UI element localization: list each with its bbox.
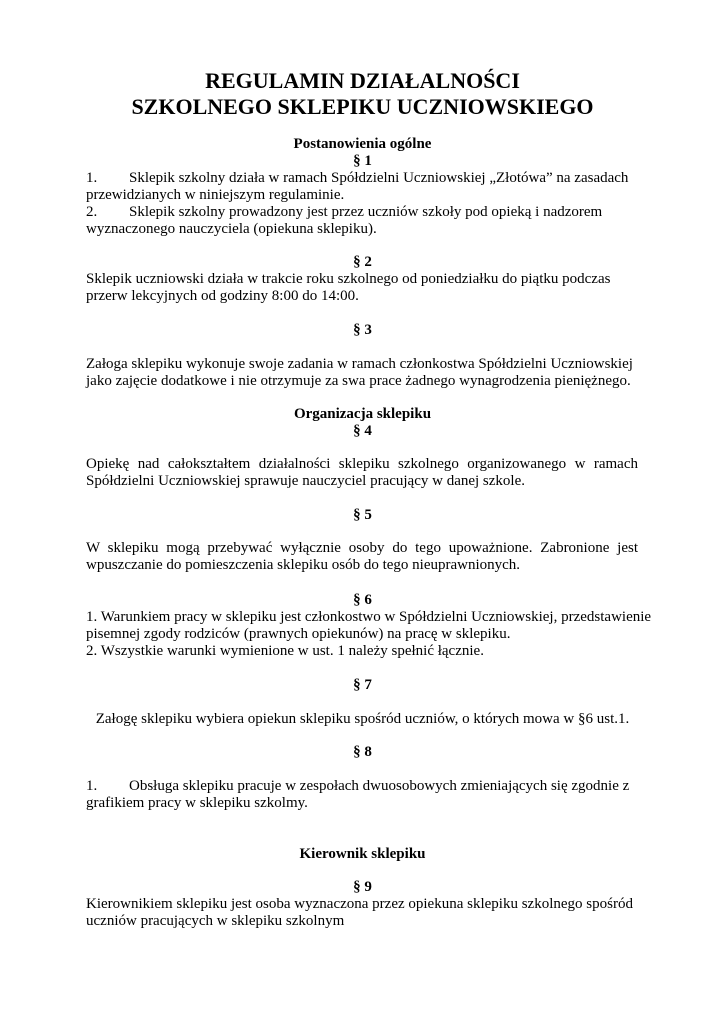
paragraph-5-line-1: W sklepiku mogą przebywać wyłącznie osoby do tego upoważnione. Zabronione jest: [86, 540, 638, 556]
paragraph-5-line-2: wpuszczanie do pomieszczenia sklepiku osób do tego nieuprawnionych.: [86, 557, 521, 573]
paragraph-8-item-1-line-1: [86, 778, 629, 795]
paragraph-7-line-1: Załogę sklepiku wybiera opiekun sklepiku spośród uczniów, o których mowa w §6 ust.1.: [95, 711, 630, 727]
paragraph-1-item-2-line-2: wyznaczonego nauczyciela (opiekuna sklepiku).: [86, 221, 377, 237]
paragraph-3-line-2: jako zajęcie dodatkowe i nie otrzymuje za swa prace żadnego wynagrodzenia pieniężnego.: [86, 373, 631, 389]
paragraph-mark-5: § 5: [353, 507, 372, 523]
section-heading-general: Postanowienia ogólne: [293, 136, 432, 152]
paragraph-6-line-1: 1. Warunkiem pracy w sklepiku jest członkostwo w Spółdzielni Uczniowskiej, przedstawienie: [86, 609, 652, 625]
paragraph-2-line-1: Sklepik uczniowski działa w trakcie roku szkolnego od poniedziałku do piątku podczas: [86, 271, 611, 287]
paragraph-3-line-1: Załoga sklepiku wykonuje swoje zadania w ramach członkostwa Spółdzielni Uczniowskiej: [86, 356, 633, 372]
paragraph-mark-6: § 6: [353, 592, 372, 608]
document-title-line-1: REGULAMIN DZIAŁALNOŚCI: [205, 68, 520, 93]
paragraph-mark-3: § 3: [353, 322, 372, 338]
paragraph-2-line-2: przerw lekcyjnych od godziny 8:00 do 14:00.: [86, 288, 359, 304]
item-number: 1.: [86, 170, 98, 186]
paragraph-mark-7: § 7: [353, 677, 372, 693]
section-heading-organization: Organizacja sklepiku: [293, 406, 432, 422]
paragraph-6-line-3: 2. Wszystkie warunki wymienione w ust. 1 należy spełnić łącznie.: [86, 643, 484, 659]
item-number: 2.: [86, 204, 98, 220]
document-title-line-2: SZKOLNEGO SKLEPIKU UCZNIOWSKIEGO: [131, 94, 594, 119]
item-text: Obsługa sklepiku pracuje w zespołach dwuosobowych zmieniających się zgodnie z: [129, 778, 630, 794]
paragraph-4-line-1: Opiekę nad całokształtem działalności sklepiku szkolnego organizowanego w ramach: [86, 456, 638, 472]
item-text: Sklepik szkolny działa w ramach Spółdzielni Uczniowskiej „Złotówa” na zasadach: [129, 170, 629, 186]
paragraph-mark-9: § 9: [353, 879, 372, 895]
paragraph-mark-1: § 1: [353, 153, 372, 169]
paragraph-1-item-1-line-2: przewidzianych w niniejszym regulaminie.: [86, 187, 345, 203]
paragraph-mark-2: § 2: [353, 254, 372, 270]
paragraph-9-line-2: uczniów pracujących w sklepiku szkolnym: [86, 913, 345, 929]
section-heading-manager: Kierownik sklepiku: [299, 846, 426, 862]
item-number: 1.: [86, 778, 98, 794]
item-text: Sklepik szkolny prowadzony jest przez uczniów szkoły pod opieką i nadzorem: [129, 204, 603, 220]
paragraph-1-item-2-line-1: [86, 204, 602, 221]
paragraph-9-line-1: Kierownikiem sklepiku jest osoba wyznaczona przez opiekuna sklepiku szkolnego spośród: [86, 896, 633, 912]
paragraph-mark-4: § 4: [353, 423, 372, 439]
paragraph-mark-8: § 8: [353, 744, 372, 760]
paragraph-8-item-1-line-2: grafikiem pracy w sklepiku szkolmy.: [86, 795, 308, 811]
paragraph-6-line-2: pisemnej zgody rodziców (prawnych opiekunów) na pracę w sklepiku.: [86, 626, 511, 642]
paragraph-4-line-2: Spółdzielni Uczniowskiej sprawuje nauczyciel pracujący w danej szkole.: [86, 473, 526, 489]
paragraph-1-item-1-line-1: [86, 170, 628, 187]
